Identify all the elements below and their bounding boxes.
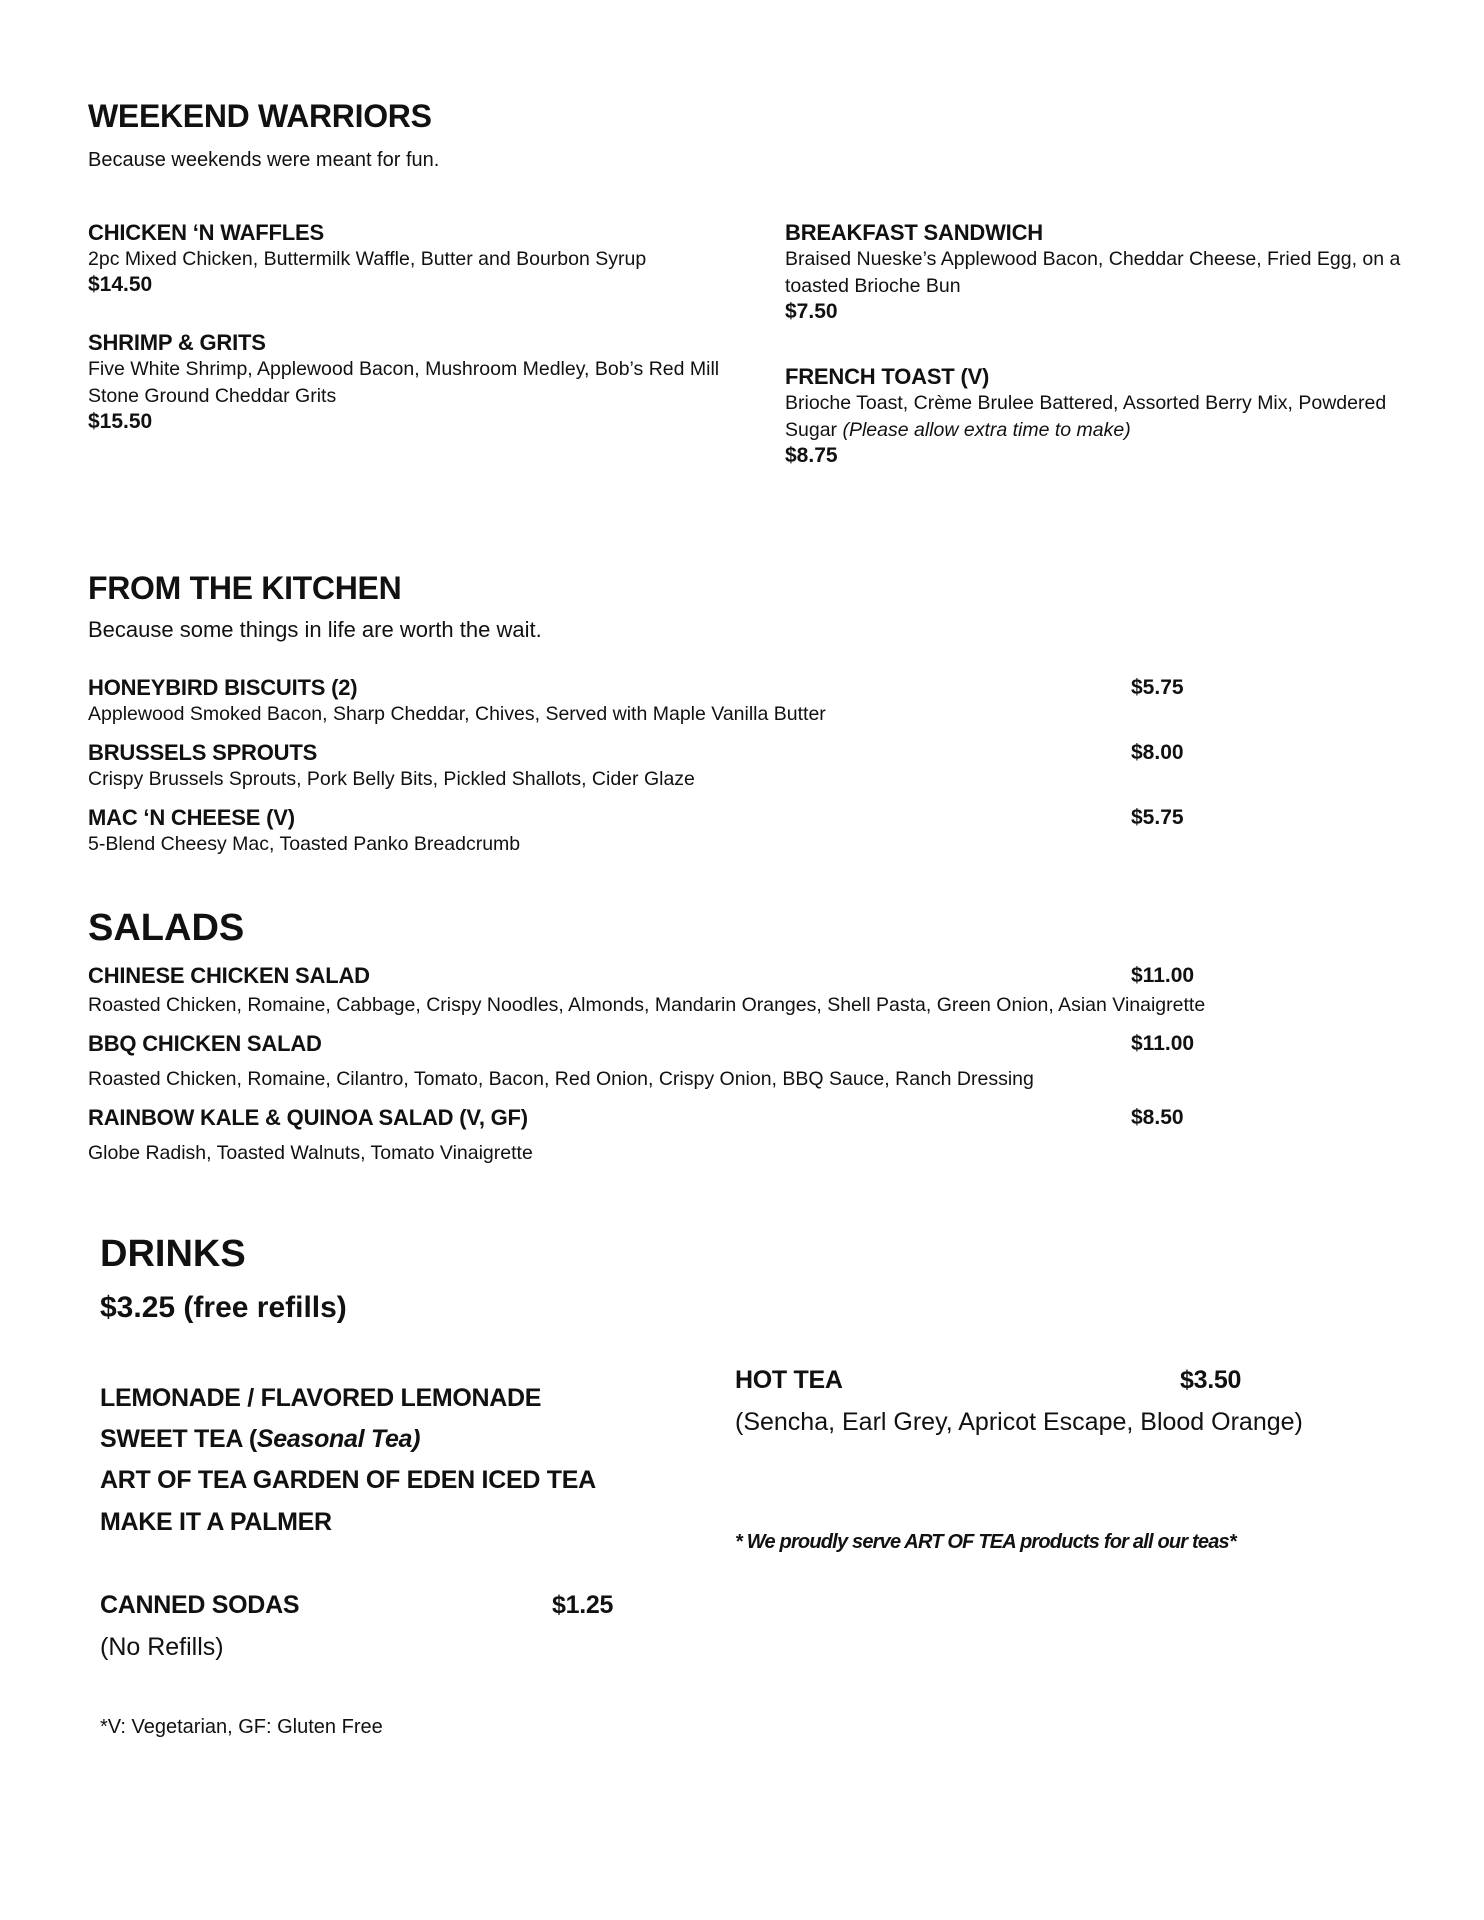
item-price: $11.00	[1131, 1032, 1195, 1055]
item-description: 2pc Mixed Chicken, Buttermilk Waffle, Butter and Bourbon Syrup	[88, 248, 647, 270]
item-price: $15.50	[88, 410, 153, 433]
menu-item-breakfast-sandwich	[785, 220, 1405, 324]
salads-title: SALADS	[88, 907, 245, 949]
item-price: $8.50	[1131, 1106, 1184, 1129]
item-price: $7.50	[785, 300, 838, 323]
item-name: CHINESE CHICKEN SALAD	[88, 963, 370, 988]
drink-canned-sodas: CANNED SODAS	[100, 1591, 300, 1619]
drink-sweet-tea: SWEET TEA (Seasonal Tea)	[100, 1425, 421, 1453]
menu-item-chicken-waffles	[88, 220, 728, 297]
item-name: FRENCH TOAST (V)	[785, 364, 990, 389]
item-price: $14.50	[88, 273, 153, 296]
item-name: HONEYBIRD BISCUITS (2)	[88, 675, 358, 700]
menu-item-mac-cheese	[88, 805, 1188, 858]
menu-item-bbq-chicken-salad	[88, 1031, 1418, 1093]
drink-sweet-tea-note: Seasonal Tea)	[256, 1425, 421, 1453]
item-description: Crispy Brussels Sprouts, Pork Belly Bits, Pickled Shallots, Cider Glaze	[88, 768, 695, 790]
item-description: 5-Blend Cheesy Mac, Toasted Panko Breadcrumb	[88, 833, 521, 855]
item-description: Braised Nueske’s Applewood Bacon, Cheddar Cheese, Fried Egg, on a toasted Brioche Bun	[785, 248, 1401, 297]
weekend-title: WEEKEND WARRIORS	[88, 98, 432, 134]
item-name: BRUSSELS SPROUTS	[88, 740, 318, 765]
item-name: SHRIMP & GRITS	[88, 330, 266, 355]
item-description: Globe Radish, Toasted Walnuts, Tomato Vinaigrette	[88, 1142, 533, 1164]
item-note: (Please allow extra time to make)	[842, 419, 1131, 441]
drink-canned-sodas-note: (No Refills)	[100, 1633, 224, 1661]
drink-hot-tea-varieties: (Sencha, Earl Grey, Apricot Escape, Blood Orange)	[735, 1408, 1303, 1436]
item-name: BBQ CHICKEN SALAD	[88, 1031, 322, 1056]
tea-note: * We proudly serve ART OF TEA products for all our teas*	[735, 1531, 1236, 1553]
menu-item-brussels-sprouts	[88, 740, 1188, 793]
menu-item-chinese-chicken-salad	[88, 963, 1418, 1019]
menu-item-shrimp-grits	[88, 330, 728, 434]
menu-item-french-toast	[785, 364, 1405, 468]
drink-canned-sodas-price: $1.25	[552, 1591, 614, 1619]
kitchen-title: FROM THE KITCHEN	[88, 570, 402, 606]
menu-item-honeybird-biscuits	[88, 675, 1188, 728]
drink-hot-tea-price: $3.50	[1180, 1366, 1242, 1394]
item-description: Five White Shrimp, Applewood Bacon, Mushroom Medley, Bob’s Red Mill Stone Ground Cheddar Grits	[88, 358, 720, 407]
drink-hot-tea: HOT TEA	[735, 1366, 843, 1394]
item-name: MAC ‘N CHEESE (V)	[88, 805, 295, 830]
item-name: RAINBOW KALE & QUINOA SALAD (V, GF)	[88, 1105, 528, 1130]
drink-iced-tea: ART OF TEA GARDEN OF EDEN ICED TEA	[100, 1466, 596, 1494]
item-price: $5.75	[1131, 676, 1184, 699]
menu-item-rainbow-kale-salad	[88, 1105, 1418, 1167]
item-description: Applewood Smoked Bacon, Sharp Cheddar, Chives, Served with Maple Vanilla Butter	[88, 703, 826, 725]
item-price: $8.00	[1131, 741, 1184, 764]
dietary-footnote: *V: Vegetarian, GF: Gluten Free	[100, 1716, 383, 1738]
drinks-subtitle: $3.25 (free refills)	[100, 1291, 347, 1324]
weekend-tagline: Because weekends were meant for fun.	[88, 149, 440, 171]
drinks-title: DRINKS	[100, 1233, 246, 1275]
item-description: Roasted Chicken, Romaine, Cilantro, Tomato, Bacon, Red Onion, Crispy Onion, BBQ Sauce, Ranch Dressing	[88, 1068, 1034, 1090]
item-name: CHICKEN ‘N WAFFLES	[88, 220, 324, 245]
drink-palmer: MAKE IT A PALMER	[100, 1508, 332, 1536]
kitchen-tagline: Because some things in life are worth the wait.	[88, 617, 542, 642]
item-description: Roasted Chicken, Romaine, Cabbage, Crispy Noodles, Almonds, Mandarin Oranges, Shell Pasta, Green Onion, Asian Vinaigrette	[88, 994, 1206, 1016]
item-price: $11.00	[1131, 964, 1195, 987]
drink-lemonade: LEMONADE / FLAVORED LEMONADE	[100, 1384, 542, 1412]
item-price: $8.75	[785, 444, 838, 467]
item-name: BREAKFAST SANDWICH	[785, 220, 1043, 245]
item-price: $5.75	[1131, 806, 1184, 829]
item-description: Brioche Toast, Crème Brulee Battered, Assorted Berry Mix, Powdered Sugar (Please allow extra time to make)	[785, 392, 1387, 441]
